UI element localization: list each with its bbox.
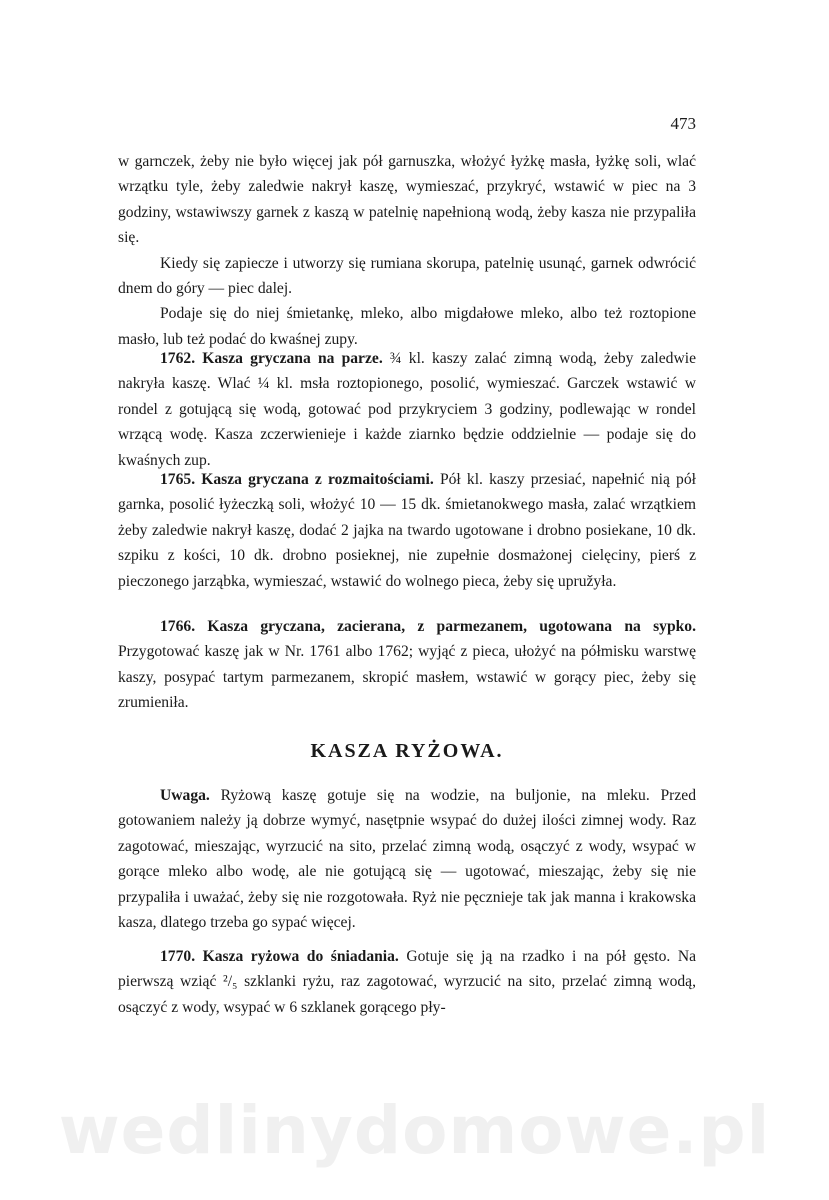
section-note [118, 783, 696, 935]
paragraph-crust: Kiedy się zapiecze i utworzy się rumiana skorupa, patelnię usunąć, garnek odwrócić dnem do góry — piec dalej. [118, 254, 696, 298]
recipe-1765 [118, 467, 696, 594]
recipe-1762-body: ¾ kl. kaszy zalać zimną wodą, żeby zaledwie nakryła kaszę. Wlać ¼ kl. msła roztopionego, posolić, wymieszać. Garczek wstawić w rondel z gotującą się wodą, gotować pod przykryciem 3 godziny, podlewając w rondel wrzącą wodę. Kasza zczerwienieje i każde ziarnko będzie oddzielnie — podaje się do kwaśnych zup. [118, 350, 696, 469]
recipe-1766-title: 1766. Kasza gryczana, zacierana, z parmezanem, ugotowana na sypko. [160, 618, 696, 635]
note-body: Ryżową kaszę gotuje się na wodzie, na buljonie, na mleku. Przed gotowaniem należy ją dobrze wymyć, nasętpnie wsypać do dużej ilości zimnej wody. Raz zagotować, mieszając, wyrzucić na sito, przelać zimną wodą, osączyć z wody, wsypać w gorące mleko albo wodę, ale nie gotującą się — ugotować, mieszając, żeby się nie przypaliła i uważać, żeby się nie rozgotowała. Ryż nie pęcznieje tak jak manna i krakowska kasza, dlatego trzeba go sypać więcej. [118, 787, 696, 932]
section-heading: KASZA RYŻOWA. [310, 740, 504, 762]
recipe-1766 [118, 614, 696, 716]
note-label: Uwaga. [160, 787, 210, 804]
continuation-text [118, 149, 696, 352]
recipe-1770-body: Gotuje się ją na rzadko i na pół gęsto. Na pierwszą wziąć ²/₅ szklanki ryżu, raz zagotować, wyrzucić na sito, przelać zimną wodą, osączyć z wody, wsypać w 6 szklanek gorącego pły- [118, 948, 696, 1016]
recipe-1770-title: 1770. Kasza ryżowa do śniadania. [160, 948, 399, 965]
recipe-1762 [118, 346, 696, 473]
recipe-1770 [118, 944, 696, 1020]
recipe-1765-title: 1765. Kasza gryczana z rozmaitościami. [160, 471, 434, 488]
watermark: wedlinydomowe.pl [58, 1092, 771, 1169]
recipe-1762-title: 1762. Kasza gryczana na parze. [160, 350, 383, 367]
paragraph-serving: Podaje się do niej śmietankę, mleko, albo migdałowe mleko, albo też roztopione masło, lub też podać do kwaśnej zupy. [118, 305, 696, 348]
paragraph-continuation: w garnczek, żeby nie było więcej jak pół garnuszka, włożyć łyżkę masła, łyżkę soli, wlać wrzątku tyle, żeby zaledwie nakrył kaszę, wymieszać, przykryć, wstawić w piec na 3 godziny, wstawiwszy garnek z kaszą w patelnię napełnioną wodą, żeby kasza nie przypaliła się. [118, 153, 696, 247]
recipe-1765-body: Pół kl. kaszy przesiać, napełnić nią pół garnka, posolić łyżeczką soli, włożyć 10 — 15 dk. śmietanokwego masła, zalać wrzątkiem żeby zaledwie nakrył kaszę, dodać 2 jajka na twardo ugotowane i drobno posiekane, 10 dk. szpiku z kości, 10 dk. drobno posieknej, nie zupełnie dosmażonej cielęciny, pierś z pieczonego jarząbka, wymieszać, wstawić do wolnego pieca, żeby się upružyła. [118, 471, 696, 590]
page-number: 473 [670, 114, 696, 133]
recipe-1766-body: Przygotować kaszę jak w Nr. 1761 albo 1762; wyjąć z pieca, ułożyć na półmisku warstwę kaszy, posypać tartym parmezanem, skropić masłem, wstawić w gorący piec, żeby się zrumieniła. [118, 643, 696, 712]
